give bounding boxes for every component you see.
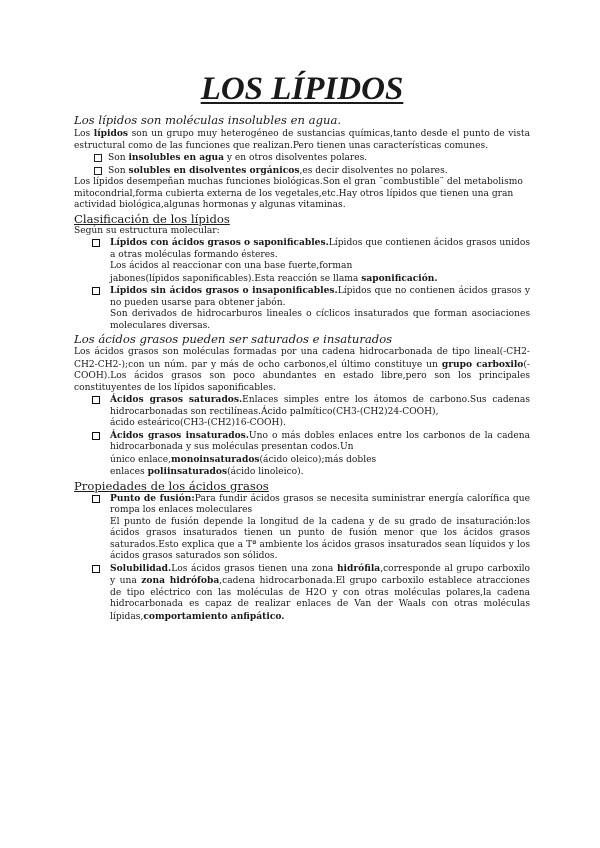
list-item: Punto de fusión:Para fundir ácidos grasos se necesita suministrar energía calorífica que rompa los enlaces moleculares El punto de fusión depende la longitud de la cadena y de su grado de insaturación:los ácidos grasos insaturados tienen un punto de fusión menor que los ácidos grasos saturados.Esto explica que a Tª ambiente los ácidos grasos insaturados sean líquidos y los ácidos grasos saturados son sólidos. bbox=[74, 493, 530, 563]
list-item: Ácidos grasos saturados.Enlaces simples entre los átomos de carbono.Sus cadenas hidrocarbonadas son rectilíneas.Ácido palmítico(CH3-(CH2)24-COOH), ácido esteárico(CH3-(CH2)16-COOH). bbox=[74, 394, 530, 430]
functions-paragraph: Los lípidos desempeñan muchas funciones biológicas.Son el gran ¨combustible¨ del metabolismo mitocondrial,forma cubierta externa de los vegetales,etc.Hay otros lípidos que tienen una gran actividad biológica,algunas hormonas y algunas vitaminas. bbox=[74, 177, 523, 210]
intro-paragraph: Los lípidos son un grupo muy heterogéneo de sustancias químicas,tanto desde el punto de vista estructural como de las funciones que realizan.Pero tienen unas características comunes. bbox=[74, 128, 530, 151]
checkbox-bullet-icon bbox=[94, 154, 102, 162]
checkbox-bullet-icon bbox=[92, 396, 100, 404]
intro-subhead: Los lípidos son moléculas insolubles en agua. bbox=[74, 113, 342, 127]
propiedades-list bbox=[74, 493, 530, 624]
checkbox-bullet-icon bbox=[92, 432, 100, 440]
section-title-propiedades: Propiedades de los ácidos grasos bbox=[74, 478, 269, 493]
checkbox-bullet-icon bbox=[92, 495, 100, 503]
acidos-list bbox=[74, 394, 530, 479]
checkbox-bullet-icon bbox=[92, 239, 100, 247]
list-item: Ácidos grasos insaturados.Uno o más dobles enlaces entre los carbonos de la cadena hidrocarbonada y sus moléculas presentan codos.Un único enlace,monoinsaturados(ácido oleico);más dobles enlaces poliinsaturados(ácido linoleico). bbox=[74, 430, 530, 479]
clasificacion-list bbox=[74, 237, 530, 332]
checkbox-bullet-icon bbox=[92, 287, 100, 295]
checkbox-bullet-icon bbox=[94, 167, 102, 175]
properties-list bbox=[74, 152, 530, 177]
section-title-clasificacion: Clasificación de los lípidos bbox=[74, 211, 230, 226]
checkbox-bullet-icon bbox=[92, 565, 100, 573]
document-page bbox=[74, 70, 530, 623]
list-item: Solubilidad.Los ácidos grasos tienen una zona hidrófila,corresponde al grupo carboxilo y una zona hidrófoba,cadena hidrocarbonada.El grupo carboxilo establece atracciones de tipo eléctrico con las moléculas de H2O y con otras moléculas polares,la cadena hidrocarbonada es capaz de realizar enlaces de Van der Waals con otras moléculas lípidas,comportamiento anfipático. bbox=[74, 563, 530, 624]
acidos-subhead: Los ácidos grasos pueden ser saturados e insaturados bbox=[74, 332, 393, 346]
list-item: Lípidos con ácidos grasos o saponificables.Lípidos que contienen ácidos grasos unidos a otras moléculas formando ésteres. Los ácidos al reaccionar con una base fuerte,forman jabones(lípidos saponificables).Esta reacción se llama saponificación. bbox=[74, 237, 530, 285]
clasificacion-lead: Según su estructura molecular: bbox=[74, 225, 220, 236]
list-item: Son solubles en disolventes orgánicos,es decir disolventes no polares. bbox=[74, 165, 530, 178]
page-title: LOS LÍPIDOS bbox=[200, 71, 404, 107]
list-item: Lípidos sin ácidos grasos o insaponificables.Lípidos que no contienen ácidos grasos y no pueden usarse para obtener jabón. Son derivados de hidrocarburos lineales o cíclicos insaturados que forman asociaciones moleculares diversas. bbox=[74, 285, 530, 332]
list-item: Son insolubles en agua y en otros disolventes polares. bbox=[74, 152, 530, 165]
acidos-paragraph: Los ácidos grasos son moléculas formadas por una cadena hidrocarbonada de tipo lineal(-CH2-CH2-CH2-);con un núm. par y más de ocho carbonos,el último constituye un grupo carboxilo(-COOH).Los ácidos grasos son poco abundantes en estado libre,pero son los principales constituyentes de los lípidos saponificables. bbox=[74, 347, 530, 393]
